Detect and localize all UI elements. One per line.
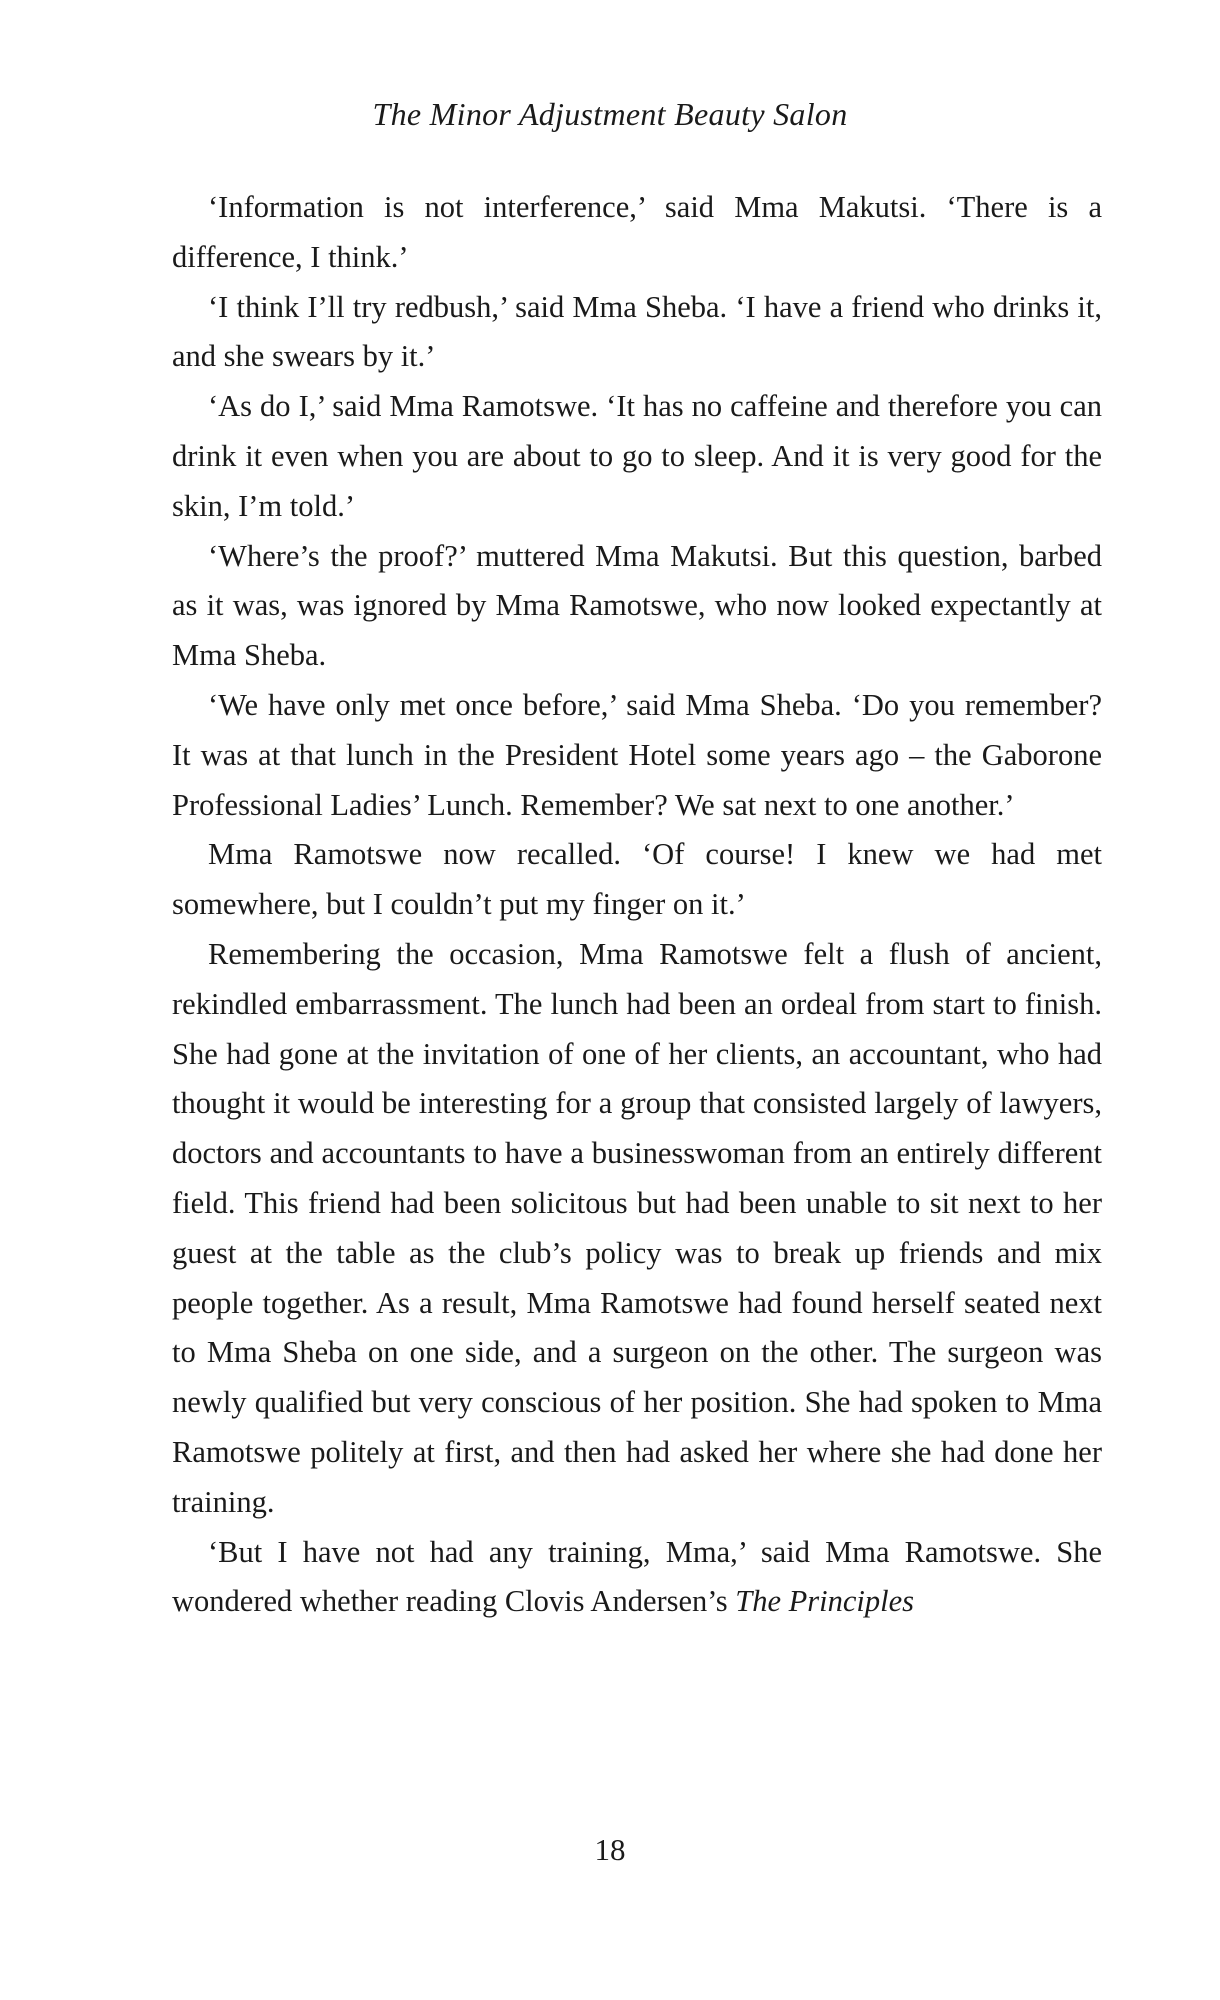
paragraph-last-text: ‘But I have not had any training, Mma,’ said Mma Ramotswe. She wondered whether reading Clovis Andersen’s <box>172 1534 1102 1619</box>
paragraph: ‘We have only met once before,’ said Mma Sheba. ‘Do you remember? It was at that lunch in the President Hotel some years ago – the Gaborone Professional Ladies’ Lunch. Remember? We sat next to one another.’ <box>172 687 1102 822</box>
book-title-italic: The Principles <box>735 1584 915 1619</box>
paragraph: ‘I think I’ll try redbush,’ said Mma Sheba. ‘I have a friend who drinks it, and she swears by it.’ <box>172 289 1102 374</box>
paragraph: ‘Information is not interference,’ said Mma Makutsi. ‘There is a difference, I think.’ <box>172 190 1102 274</box>
paragraph: Remembering the occasion, Mma Ramotswe felt a flush of ancient, rekindled embarrassment. The lunch had been an ordeal from start to finish. She had gone at the invitation of one of her clients, an accountant, who had thought it would be interesting for a group that consisted largely of lawyers, doctors and accountants to have a businesswoman from an entirely different field. This friend had been solicitous but had been unable to sit next to her guest at the table as the club’s policy was to break up friends and mix people together. As a result, Mma Ramotswe had found herself seated next to Mma Sheba on one side, and a surgeon on the other. The surgeon was newly qualified but very conscious of her position. She had spoken to Mma Ramotswe politely at first, and then had asked her where she had done her training. <box>172 936 1102 1519</box>
paragraph: Mma Ramotswe now recalled. ‘Of course! I knew we had met somewhere, but I couldn’t put my finger on it.’ <box>172 837 1102 922</box>
paragraph: ‘As do I,’ said Mma Ramotswe. ‘It has no caffeine and therefore you can drink it even when you are about to go to sleep. And it is very good for the skin, I’m told.’ <box>172 389 1102 523</box>
body-text <box>172 183 1102 1627</box>
page-number: 18 <box>594 1832 626 1867</box>
running-head: The Minor Adjustment Beauty Salon <box>372 96 848 132</box>
paragraph: ‘Where’s the proof?’ muttered Mma Makutsi. But this question, barbed as it was, was ignored by Mma Ramotswe, who now looked expectantly at Mma Sheba. <box>172 538 1102 673</box>
paragraph-last <box>172 1528 1102 1628</box>
